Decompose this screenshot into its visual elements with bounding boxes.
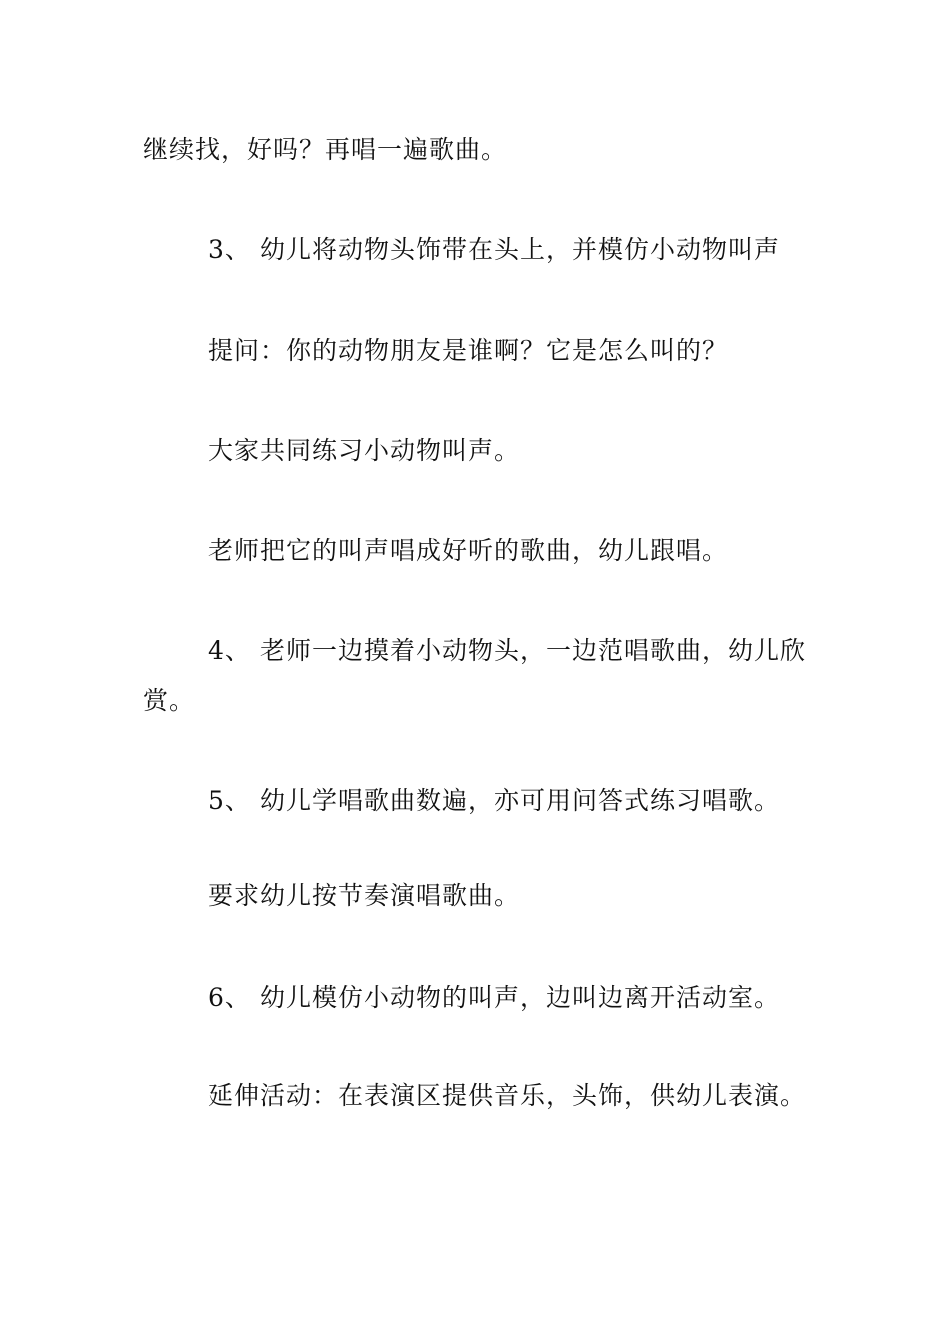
step-number: 5、 xyxy=(208,786,251,815)
paragraph-text: 老师把它的叫声唱成好听的歌曲，幼儿跟唱。 xyxy=(208,536,729,565)
step-4 xyxy=(208,636,806,666)
paragraph-text: 提问：你的动物朋友是谁啊？它是怎么叫的？ xyxy=(208,336,729,365)
step-text: 幼儿学唱歌曲数遍，亦可用问答式练习唱歌。 xyxy=(260,786,781,815)
paragraph-teacher-sings xyxy=(208,536,728,566)
step-3 xyxy=(208,235,780,265)
step-number: 6、 xyxy=(208,983,251,1012)
step-4-continuation xyxy=(143,686,195,716)
paragraph-text: 赏。 xyxy=(143,686,196,715)
step-number: 4、 xyxy=(208,636,251,665)
step-text: 老师一边摸着小动物头，一边范唱歌曲，幼儿欣 xyxy=(260,636,807,665)
paragraph-question xyxy=(208,336,728,366)
paragraph-text: 继续找，好吗？再唱一遍歌曲。 xyxy=(143,135,508,164)
step-text: 幼儿将动物头饰带在头上，并模仿小动物叫声 xyxy=(260,235,781,264)
step-6 xyxy=(208,983,780,1013)
paragraph-extension-activity xyxy=(208,1081,806,1111)
paragraph-text: 延伸活动：在表演区提供音乐，头饰，供幼儿表演。 xyxy=(208,1081,807,1110)
paragraph-text: 要求幼儿按节奏演唱歌曲。 xyxy=(208,881,521,910)
step-5 xyxy=(208,786,780,816)
paragraph-rhythm xyxy=(208,881,520,911)
paragraph-continue-search xyxy=(143,135,507,165)
step-text: 幼儿模仿小动物的叫声，边叫边离开活动室。 xyxy=(260,983,781,1012)
step-number: 3、 xyxy=(208,235,251,264)
paragraph-text: 大家共同练习小动物叫声。 xyxy=(208,436,521,465)
paragraph-practice xyxy=(208,436,520,466)
